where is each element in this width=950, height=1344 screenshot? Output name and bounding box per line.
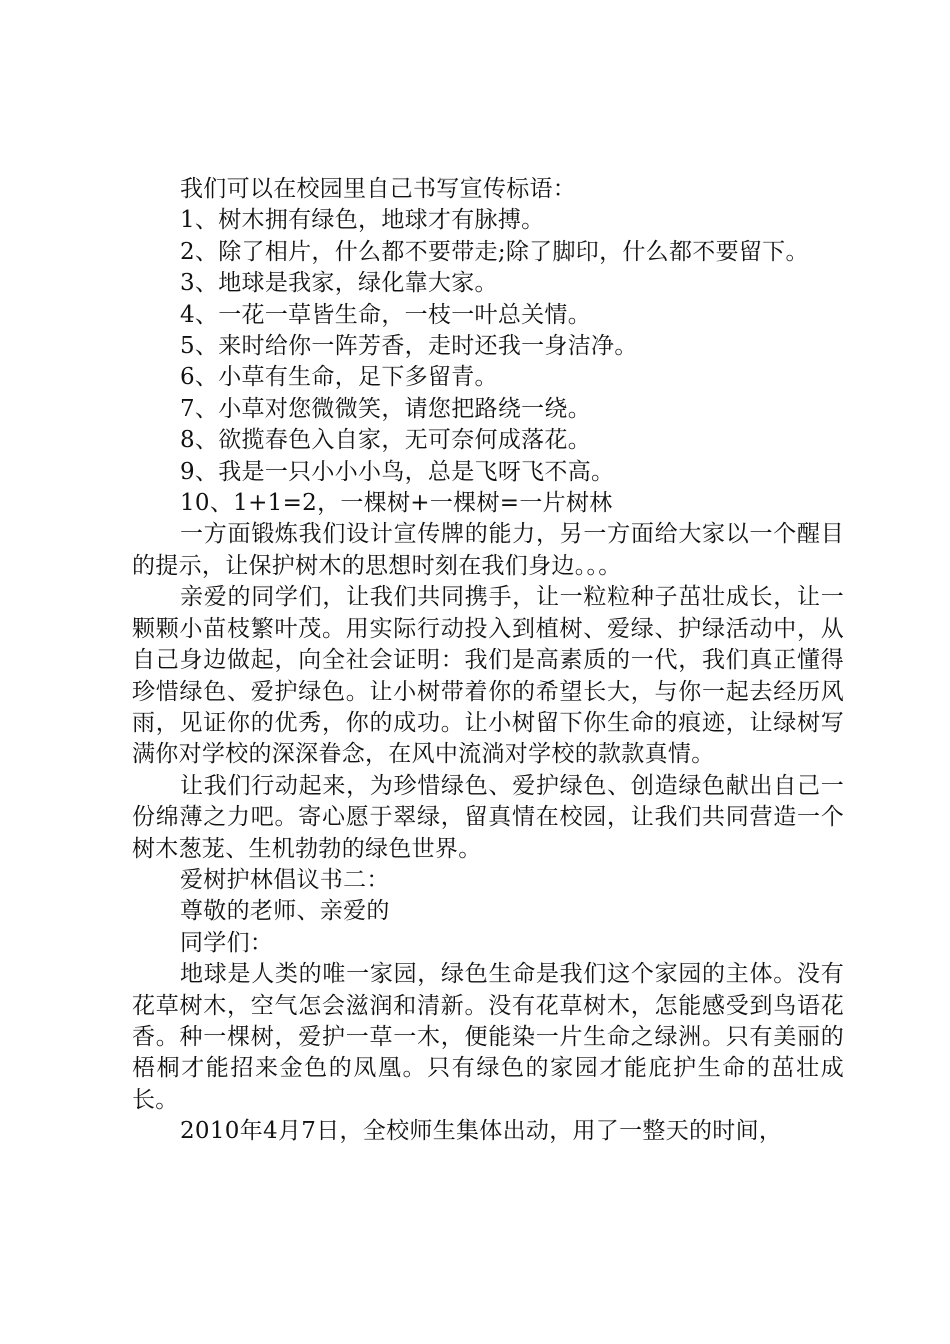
document-body [132, 174, 844, 1148]
slogan-item: 7、小草对您微微笑，请您把路绕一绕。 [180, 395, 592, 422]
slogan-item: 6、小草有生命，足下多留青。 [180, 364, 498, 391]
paragraph-body: 一方面锻炼我们设计宣传牌的能力，另一方面给大家以一个醒目的提示，让保护树木的思想时刻在我们身边。。。 [132, 521, 844, 579]
slogan-item: 8、欲揽春色入自家，无可奈何成落花。 [180, 427, 592, 454]
paragraph-body: 亲爱的同学们，让我们共同携手，让一粒粒种子茁壮成长，让一颗颗小苗枝繁叶茂。用实际行动投入到植树、爱绿、护绿活动中，从自己身边做起，向全社会证明：我们是高素质的一代，我们真正懂得珍惜绿色、爱护绿色。让小树带着你的希望长大，与你一起去经历风雨，见证你的优秀，你的成功。让小树留下你生命的痕迹，让绿树写满你对学校的深深眷念，在风中流淌对学校的款款真情。 [132, 584, 844, 768]
slogan-item: 2、除了相片，什么都不要带走;除了脚印，什么都不要留下。 [180, 238, 809, 265]
paragraph-body: 2010年4月7日，全校师生集体出动，用了一整天的时间， [180, 1118, 783, 1145]
paragraph-body: 让我们行动起来，为珍惜绿色、爱护绿色、创造绿色献出自己一份绵薄之力吧。寄心愿于翠绿，留真情在校园，让我们共同营造一个树木葱茏、生机勃勃的绿色世界。 [132, 772, 844, 862]
slogan-item: 5、来时给你一阵芳香，走时还我一身洁净。 [180, 333, 638, 360]
slogan-item: 10、1+1=2，一棵树+一棵树=一片树林 [180, 490, 613, 517]
slogan-item: 4、一花一草皆生命，一枝一叶总关情。 [180, 301, 592, 328]
slogan-item: 9、我是一只小小小鸟，总是飞呀飞不高。 [180, 458, 615, 485]
paragraph-intro: 我们可以在校园里自己书写宣传标语： [180, 176, 577, 202]
slogan-item: 3、地球是我家，绿化靠大家。 [180, 270, 498, 297]
slogan-item: 1、树木拥有绿色，地球才有脉搏。 [180, 207, 545, 234]
section-heading: 爱树护林倡议书二： [180, 866, 390, 893]
salutation-line: 同学们： [180, 929, 274, 956]
paragraph-body: 地球是人类的唯一家园，绿色生命是我们这个家园的主体。没有花草树木，空气怎会滋润和清新。没有花草树木，怎能感受到鸟语花香。种一棵树，爱护一草一木，便能染一片生命之绿洲。只有美丽的梧桐才能招来金色的凤凰。只有绿色的家园才能庇护生命的茁壮成长。 [132, 961, 844, 1113]
salutation-line: 尊敬的老师、亲爱的 [180, 898, 390, 925]
